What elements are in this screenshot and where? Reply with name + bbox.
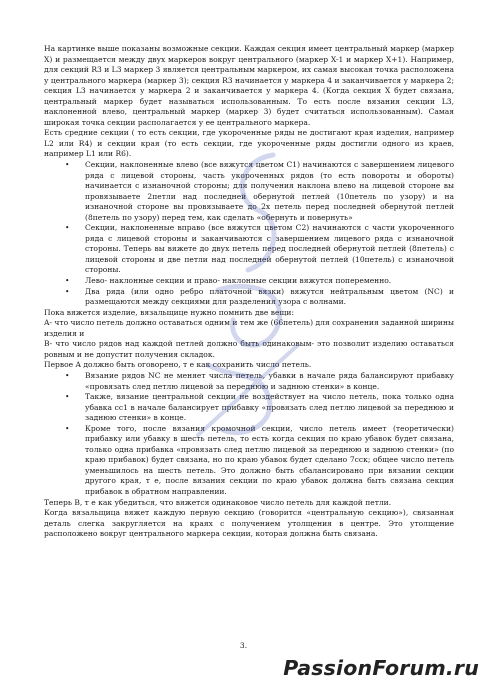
bullet-list (44, 160, 454, 308)
paragraph: Когда вязальщица вяжет каждую первую секцию (говорится «центральную секцию»), связанная деталь слегка закругляется на краях с получением утолщения в центре. Это утолщение расположено вокруг центрального маркера секции, которая должна быть связана. (44, 508, 454, 539)
paragraph: B- что число рядов над каждой петлей должно быть одинаковым- это позволит изделию оставаться ровным и не допустит получения складок. (44, 339, 454, 359)
list-item: • Секции, наклоненные вправо (все вяжутся цветом C2) начинаются с части укороченного ряда с лицевой стороны и заканчиваются с завершением лицевого ряда с изнаночной стороны. Теперь вы вяжете до двух петель перед последней обернутой петлей (8петель) с лицевой стороны и две петли над последней обернутой петлей (10петель) с изнаночной стороны. (44, 223, 454, 276)
list-item: • Кроме того, после вязания кромочной секции, число петель имеет (теоретически) прибавку или убавку в шесть петель, то есть когда секция по краю убавок будет связана, только одна прибавка «провязать след петлю лицевой за переднюю и заднюю стенки» (по краю прибавок) будет связана, но по краю убавок будет сделано 7сск; общее число петель уменьшилось на шесть петель. Это должно быть сбалансировано при вязании секции другого края, т е, после вязания секции по краю убавок должна быть связана секция прибавок в обратном направлении. (44, 424, 454, 498)
list-item: • Два ряда (или одно ребро платочной вязки) вяжутся нейтральным цветом (NC) и размещаются между секциями для разделения узора с волнами. (44, 287, 454, 308)
page-number: 3. (239, 641, 248, 650)
document-body (44, 44, 454, 540)
paragraph: Есть средние секции ( то есть секции, где укороченные ряды не достигают края изделия, например L2 или R4) и секции края (то есть секции, где укороченные ряды достигли одного из краев, например L1 или R6). (44, 128, 454, 159)
site-watermark-text: PassionForum.ru (283, 656, 479, 680)
list-item: • Также, вязание центральной секции не воздействует на число петель, пока только одна убавка сс1 в начале балансирует прибавку «провязать след петлю лицевой за переднюю и заднюю стенки» в конце. (44, 392, 454, 424)
list-item: • Секции, наклоненные влево (все вяжутся цветом C1) начинаются с завершением лицевого ряда с лицевой стороны, часть укороченных рядов (то есть повороты и обороты) начинается с изнаночной стороны; для получения наклона влево на лицевой стороне вы провязываете 2петли над последней обернутой петлей (10петель по узору) и на изнаночной стороне вы провязываете до 2х петель перед последней обернутой петлей (8петель по узору) перед тем, как сделать «обернуть и повернуть» (44, 160, 454, 223)
list-item: • Вязание рядов NC не меняет числа петель, убавки в начале ряда балансируют прибавку «провязать след петлю лицевой за переднюю и заднюю стенки» в конце. (44, 371, 454, 392)
bullet-list (44, 371, 454, 498)
list-item: • Лево- наклонные секции и право- наклонные секции вяжутся попеременно. (44, 276, 454, 287)
paragraph: Первое A должно быть оговорено, т е как сохранить число петель. (44, 360, 312, 370)
paragraph: На картинке выше показаны возможные секции. Каждая секция имеет центральный маркер (маркер X) и размещается между двух маркеров вокруг центрального (маркер X-1 и маркер X+1). Например, для секций R3 и L3 маркер 3 является центральным маркером, их самая высокая точка расположена у центрального маркера (маркер 3); секция R3 начинается у маркера 4 и заканчивается у маркера 2; секция L3 начинается у маркера 2 и заканчивается у маркера 4. (Когда секция X будет связана, центральный маркер будет называться использованным. То есть после вязания секции L3, наклоненной влево, центральный маркер (маркер 3) будет считаться использованным). Самая широкая точка секции располагается у ее центрального маркера. (44, 44, 454, 127)
paragraph: Пока вяжется изделие, вязальщице нужно помнить две вещи: (44, 307, 294, 317)
paragraph: A- что число петель должно оставаться одним и тем же (66петель) для сохранения заданной ширины изделия и (44, 318, 454, 338)
site-watermark (283, 654, 479, 682)
paragraph: Теперь B, т е как убедиться, что вяжется одинаковое число петель для каждой петли. (44, 497, 392, 507)
